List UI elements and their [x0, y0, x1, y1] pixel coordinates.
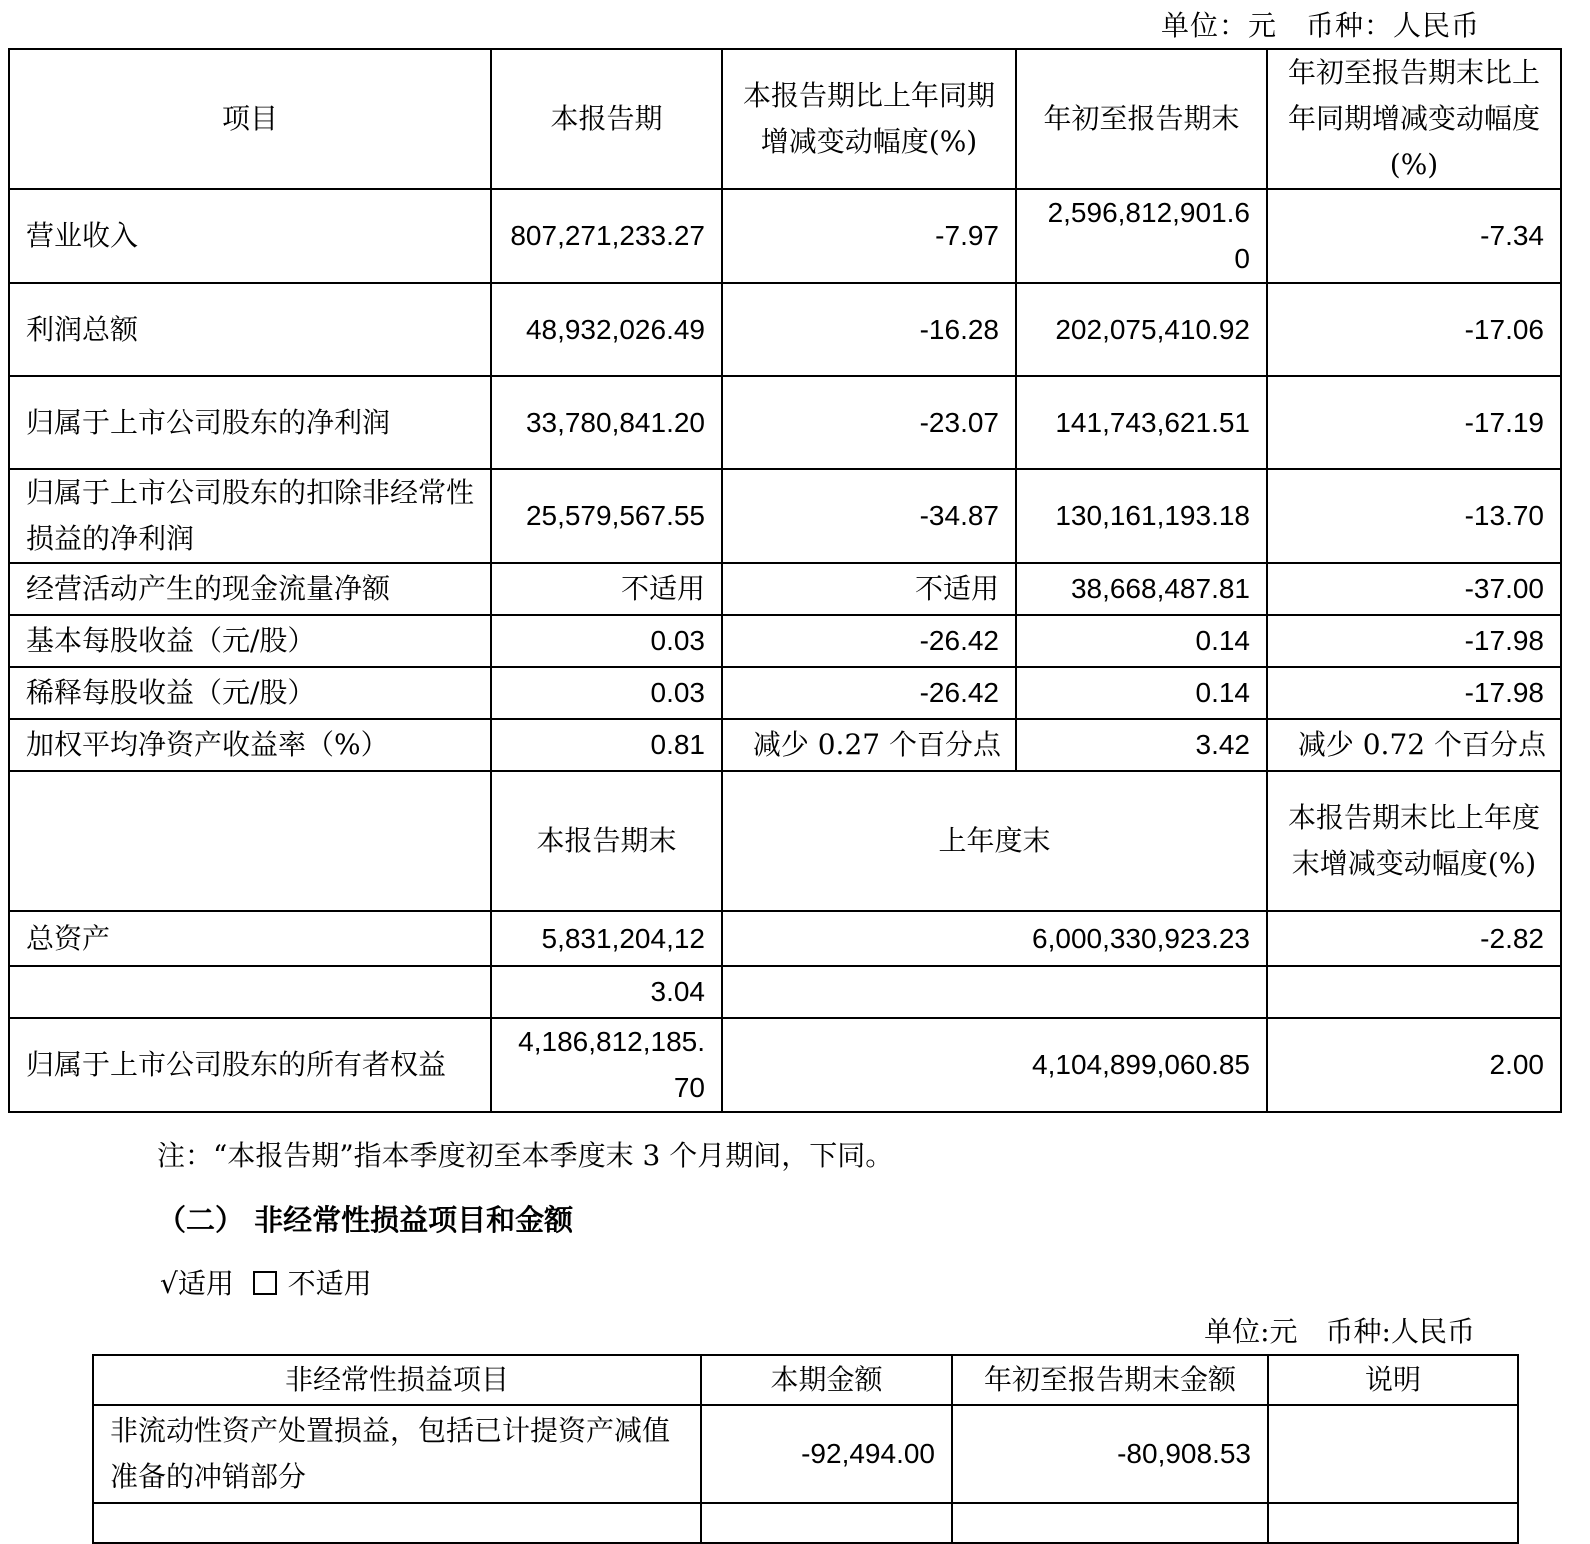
cell-current-change: -16.28	[722, 283, 1016, 376]
header-note: 说明	[1268, 1355, 1518, 1405]
header-item: 非经常性损益项目	[93, 1355, 701, 1405]
cell-ytd: 141,743,621.51	[1016, 376, 1267, 469]
cell-current: 33,780,841.20	[491, 376, 722, 469]
cell-ytd-change: -13.70	[1267, 469, 1561, 563]
empty-cell	[1268, 1503, 1518, 1543]
cell-ytd: 0.14	[1016, 667, 1267, 719]
section-title: （二） 非经常性损益项目和金额	[157, 1203, 574, 1237]
cell-period-end-continued: 3.04	[491, 966, 722, 1018]
unit-currency-label-2: 单位:元 币种:人民币	[1204, 1315, 1475, 1348]
table-row	[9, 563, 1561, 615]
empty-cell	[93, 1503, 701, 1543]
cell-current-change: 减少 0.27 个百分点	[722, 719, 1016, 771]
cell-current: 0.03	[491, 667, 722, 719]
cell-period-end: 5,831,204,12	[491, 911, 722, 966]
cell-last-year-end: 4,104,899,060.85	[722, 1018, 1267, 1112]
header-ytd-change: 年初至报告期末比上年同期增减变动幅度(%)	[1267, 49, 1561, 189]
empty-cell	[9, 966, 491, 1018]
table-row	[9, 615, 1561, 667]
checkbox-unchecked-icon	[253, 1271, 277, 1295]
cell-ytd-change: -17.19	[1267, 376, 1561, 469]
key-financial-data-table	[8, 48, 1562, 1113]
cell-ytd: 0.14	[1016, 615, 1267, 667]
row-label: 基本每股收益（元/股）	[9, 615, 491, 667]
header-ytd: 年初至报告期末金额	[952, 1355, 1268, 1405]
cell-ytd-change: -7.34	[1267, 189, 1561, 283]
row-label: 加权平均净资产收益率（%）	[9, 719, 491, 771]
empty-cell	[952, 1503, 1268, 1543]
row-label: 营业收入	[9, 189, 491, 283]
cell-current: 25,579,567.55	[491, 469, 722, 563]
table-header-row	[93, 1355, 1518, 1405]
empty-cell	[1267, 966, 1561, 1018]
cell-current: -92,494.00	[701, 1405, 952, 1503]
table-row	[93, 1503, 1518, 1543]
cell-current-change: -26.42	[722, 667, 1016, 719]
header-last-year-end: 上年度末	[722, 771, 1267, 911]
cell-ytd-change: -17.98	[1267, 615, 1561, 667]
cell-ytd-change: 减少 0.72 个百分点	[1267, 719, 1561, 771]
cell-ytd: -80,908.53	[952, 1405, 1268, 1503]
cell-current-change: -23.07	[722, 376, 1016, 469]
table-row	[9, 189, 1561, 283]
empty-cell	[701, 1503, 952, 1543]
cell-ytd-change: -37.00	[1267, 563, 1561, 615]
cell-ytd: 3.42	[1016, 719, 1267, 771]
cell-ytd: 202,075,410.92	[1016, 283, 1267, 376]
table-row	[9, 667, 1561, 719]
table-row	[9, 283, 1561, 376]
cell-period-end: 4,186,812,185.70	[491, 1018, 722, 1112]
header-current-period: 本报告期	[491, 49, 722, 189]
cell-current-change: -34.87	[722, 469, 1016, 563]
cell-current-change: -7.97	[722, 189, 1016, 283]
cell-change: 2.00	[1267, 1018, 1561, 1112]
unit-currency-label: 单位：元 币种：人民币	[1160, 9, 1480, 42]
cell-current: 不适用	[491, 563, 722, 615]
header-current-change: 本报告期比上年同期增减变动幅度(%)	[722, 49, 1016, 189]
header-ytd: 年初至报告期末	[1016, 49, 1267, 189]
header-period-end: 本报告期末	[491, 771, 722, 911]
row-label: 经营活动产生的现金流量净额	[9, 563, 491, 615]
row-label: 利润总额	[9, 283, 491, 376]
table-header-row	[9, 49, 1561, 189]
table-row	[9, 911, 1561, 966]
cell-current: 0.81	[491, 719, 722, 771]
row-label: 非流动性资产处置损益，包括已计提资产减值准备的冲销部分	[93, 1405, 701, 1503]
cell-current: 0.03	[491, 615, 722, 667]
row-label: 总资产	[9, 911, 491, 966]
row-label: 归属于上市公司股东的净利润	[9, 376, 491, 469]
table-row	[9, 966, 1561, 1018]
empty-cell	[722, 966, 1267, 1018]
cell-current-change: 不适用	[722, 563, 1016, 615]
row-label: 归属于上市公司股东的扣除非经常性损益的净利润	[9, 469, 491, 563]
table-row	[9, 1018, 1561, 1112]
cell-change: -2.82	[1267, 911, 1561, 966]
cell-ytd-change: -17.98	[1267, 667, 1561, 719]
table-row	[93, 1405, 1518, 1503]
applicability-options	[160, 1262, 372, 1302]
cell-ytd: 2,596,812,901.60	[1016, 189, 1267, 283]
cell-note	[1268, 1405, 1518, 1503]
cell-ytd: 130,161,193.18	[1016, 469, 1267, 563]
header-period-end-change: 本报告期末比上年度末增减变动幅度(%)	[1267, 771, 1561, 911]
row-label: 稀释每股收益（元/股）	[9, 667, 491, 719]
cell-current: 807,271,233.27	[491, 189, 722, 283]
cell-current-change: -26.42	[722, 615, 1016, 667]
non-recurring-items-table	[92, 1354, 1519, 1544]
cell-ytd-change: -17.06	[1267, 283, 1561, 376]
not-applicable-label: 不适用	[287, 1267, 372, 1300]
cell-ytd: 38,668,487.81	[1016, 563, 1267, 615]
cell-last-year-end: 6,000,330,923.23	[722, 911, 1267, 966]
table-row	[9, 719, 1561, 771]
table-subheader-row	[9, 771, 1561, 911]
table-row	[9, 376, 1561, 469]
footnote: 注：“本报告期”指本季度初至本季度末 3 个月期间，下同。	[157, 1139, 894, 1172]
header-current: 本期金额	[701, 1355, 952, 1405]
cell-current: 48,932,026.49	[491, 283, 722, 376]
table-row	[9, 469, 1561, 563]
applicable-checked: √适用	[160, 1267, 234, 1300]
row-label: 归属于上市公司股东的所有者权益	[9, 1018, 491, 1112]
empty-cell	[9, 771, 491, 911]
header-item: 项目	[9, 49, 491, 189]
